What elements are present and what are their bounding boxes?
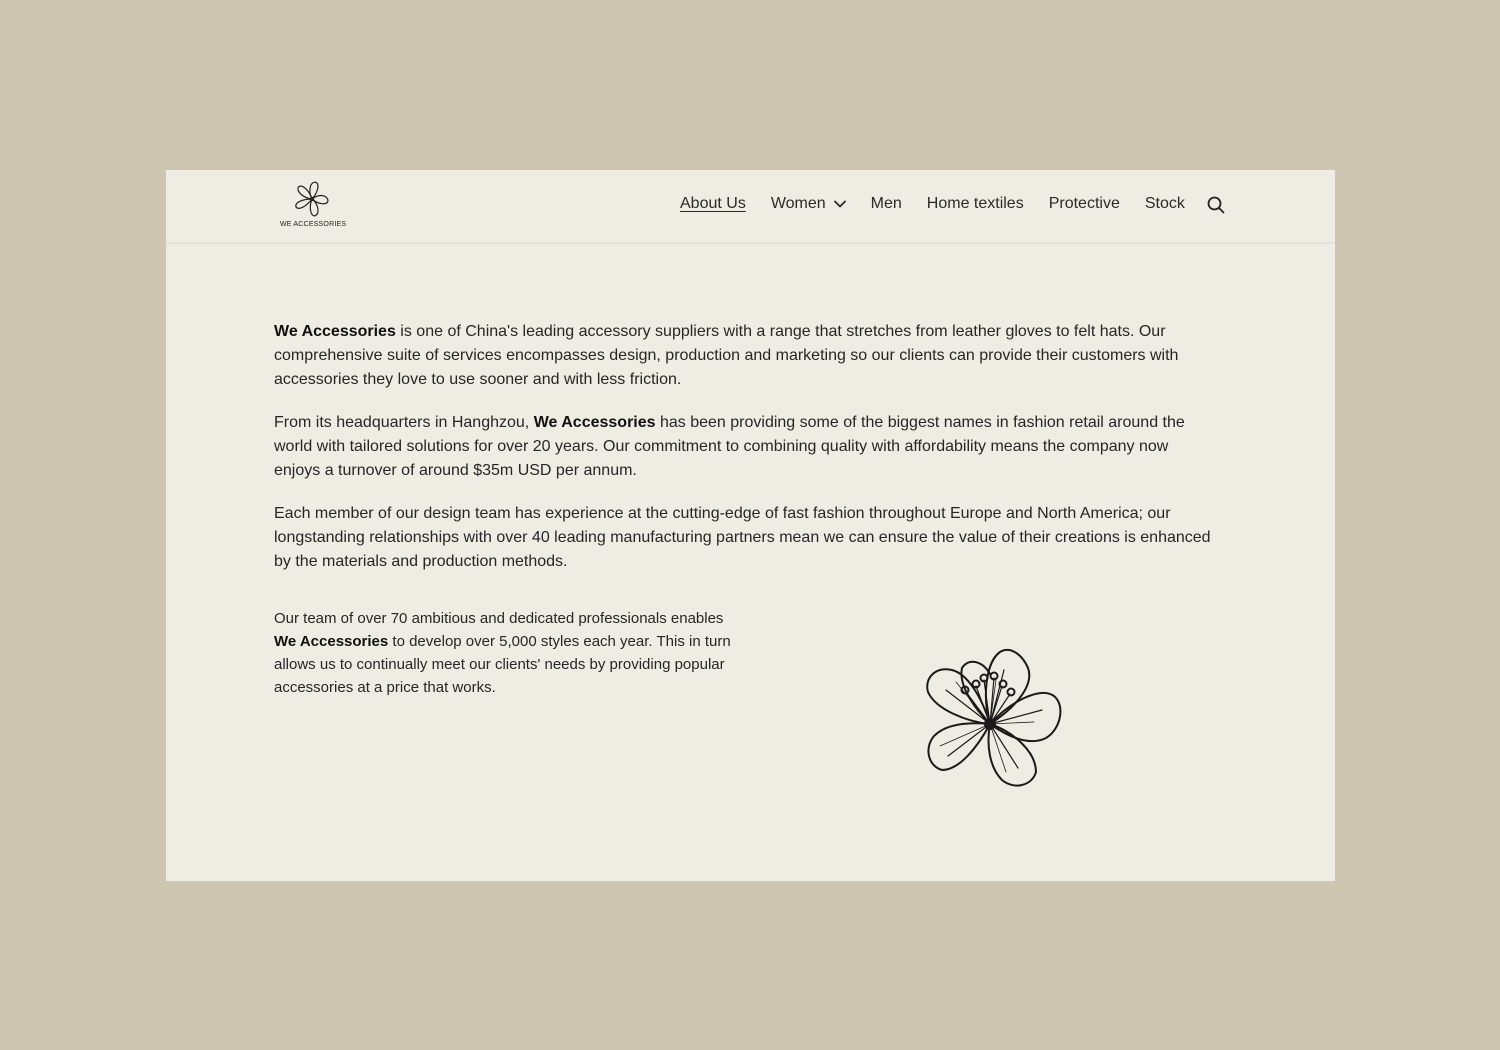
design-team-paragraph <box>274 502 1214 574</box>
logo-flower-icon <box>292 179 332 219</box>
nav-item-stock[interactable] <box>1145 195 1185 213</box>
chevron-down-icon[interactable] <box>834 195 846 213</box>
nav-item-label: Protective <box>1048 195 1120 212</box>
nav-item-label: Home textiles <box>926 195 1024 212</box>
paragraph-text: Our team of over 70 ambitious and dedicated professionals enables <box>274 610 724 627</box>
flower-icon <box>906 640 1076 805</box>
logo-link[interactable] <box>280 179 347 233</box>
paragraph-text: is one of China's leading accessory suppliers with a range that stretches from leather gloves to felt hats. Our comprehensive suite of services encompasses design, production and marketing so our clients can provide their customers with accessories they love to use sooner and with less friction. <box>274 323 1179 388</box>
nav-item-label: About Us <box>680 195 746 212</box>
brand-name: We Accessories <box>533 414 656 431</box>
history-paragraph <box>274 411 1214 483</box>
nav-item-about-us[interactable] <box>680 195 746 213</box>
nav-item-protective[interactable] <box>1049 195 1120 213</box>
team-paragraph <box>274 607 744 699</box>
about-content <box>274 320 1214 574</box>
site-header <box>166 170 1335 244</box>
page-frame <box>166 170 1335 881</box>
main-nav <box>680 193 1210 215</box>
paragraph-text: From its headquarters in Hanghzou, <box>274 414 534 431</box>
paragraph-text: Each member of our design team has experience at the cutting-edge of fast fashion throughout Europe and North America; our longstanding relationships with over 40 leading manufacturing partners mean we can ensure the value of their creations is enhanced by the materials and production methods. <box>274 505 1211 570</box>
brand-name: We Accessories <box>274 323 396 340</box>
paragraph-text: to develop over 5,000 styles each year. This in turn allows us to continually meet our clients' needs by providing popular accessories at a price that works. <box>274 633 731 696</box>
logo-text: WE ACCESSORIES <box>280 221 347 228</box>
nav-item-men[interactable] <box>871 195 902 213</box>
brand-name: We Accessories <box>274 633 389 650</box>
nav-item-women[interactable] <box>771 195 846 213</box>
intro-paragraph <box>274 320 1214 392</box>
nav-item-label: Women <box>770 195 826 212</box>
paragraph-text: has been providing some of the biggest names in fashion retail around the world with tailored solutions for over 20 years. Our commitment to combining quality with affordability means the company now enjoys a turnover of around $35m USD per annum. <box>274 414 1185 479</box>
nav-item-home-textiles[interactable] <box>927 195 1024 213</box>
search-icon[interactable] <box>1207 196 1225 214</box>
nav-item-label: Men <box>870 195 902 212</box>
nav-item-label: Stock <box>1144 195 1185 212</box>
